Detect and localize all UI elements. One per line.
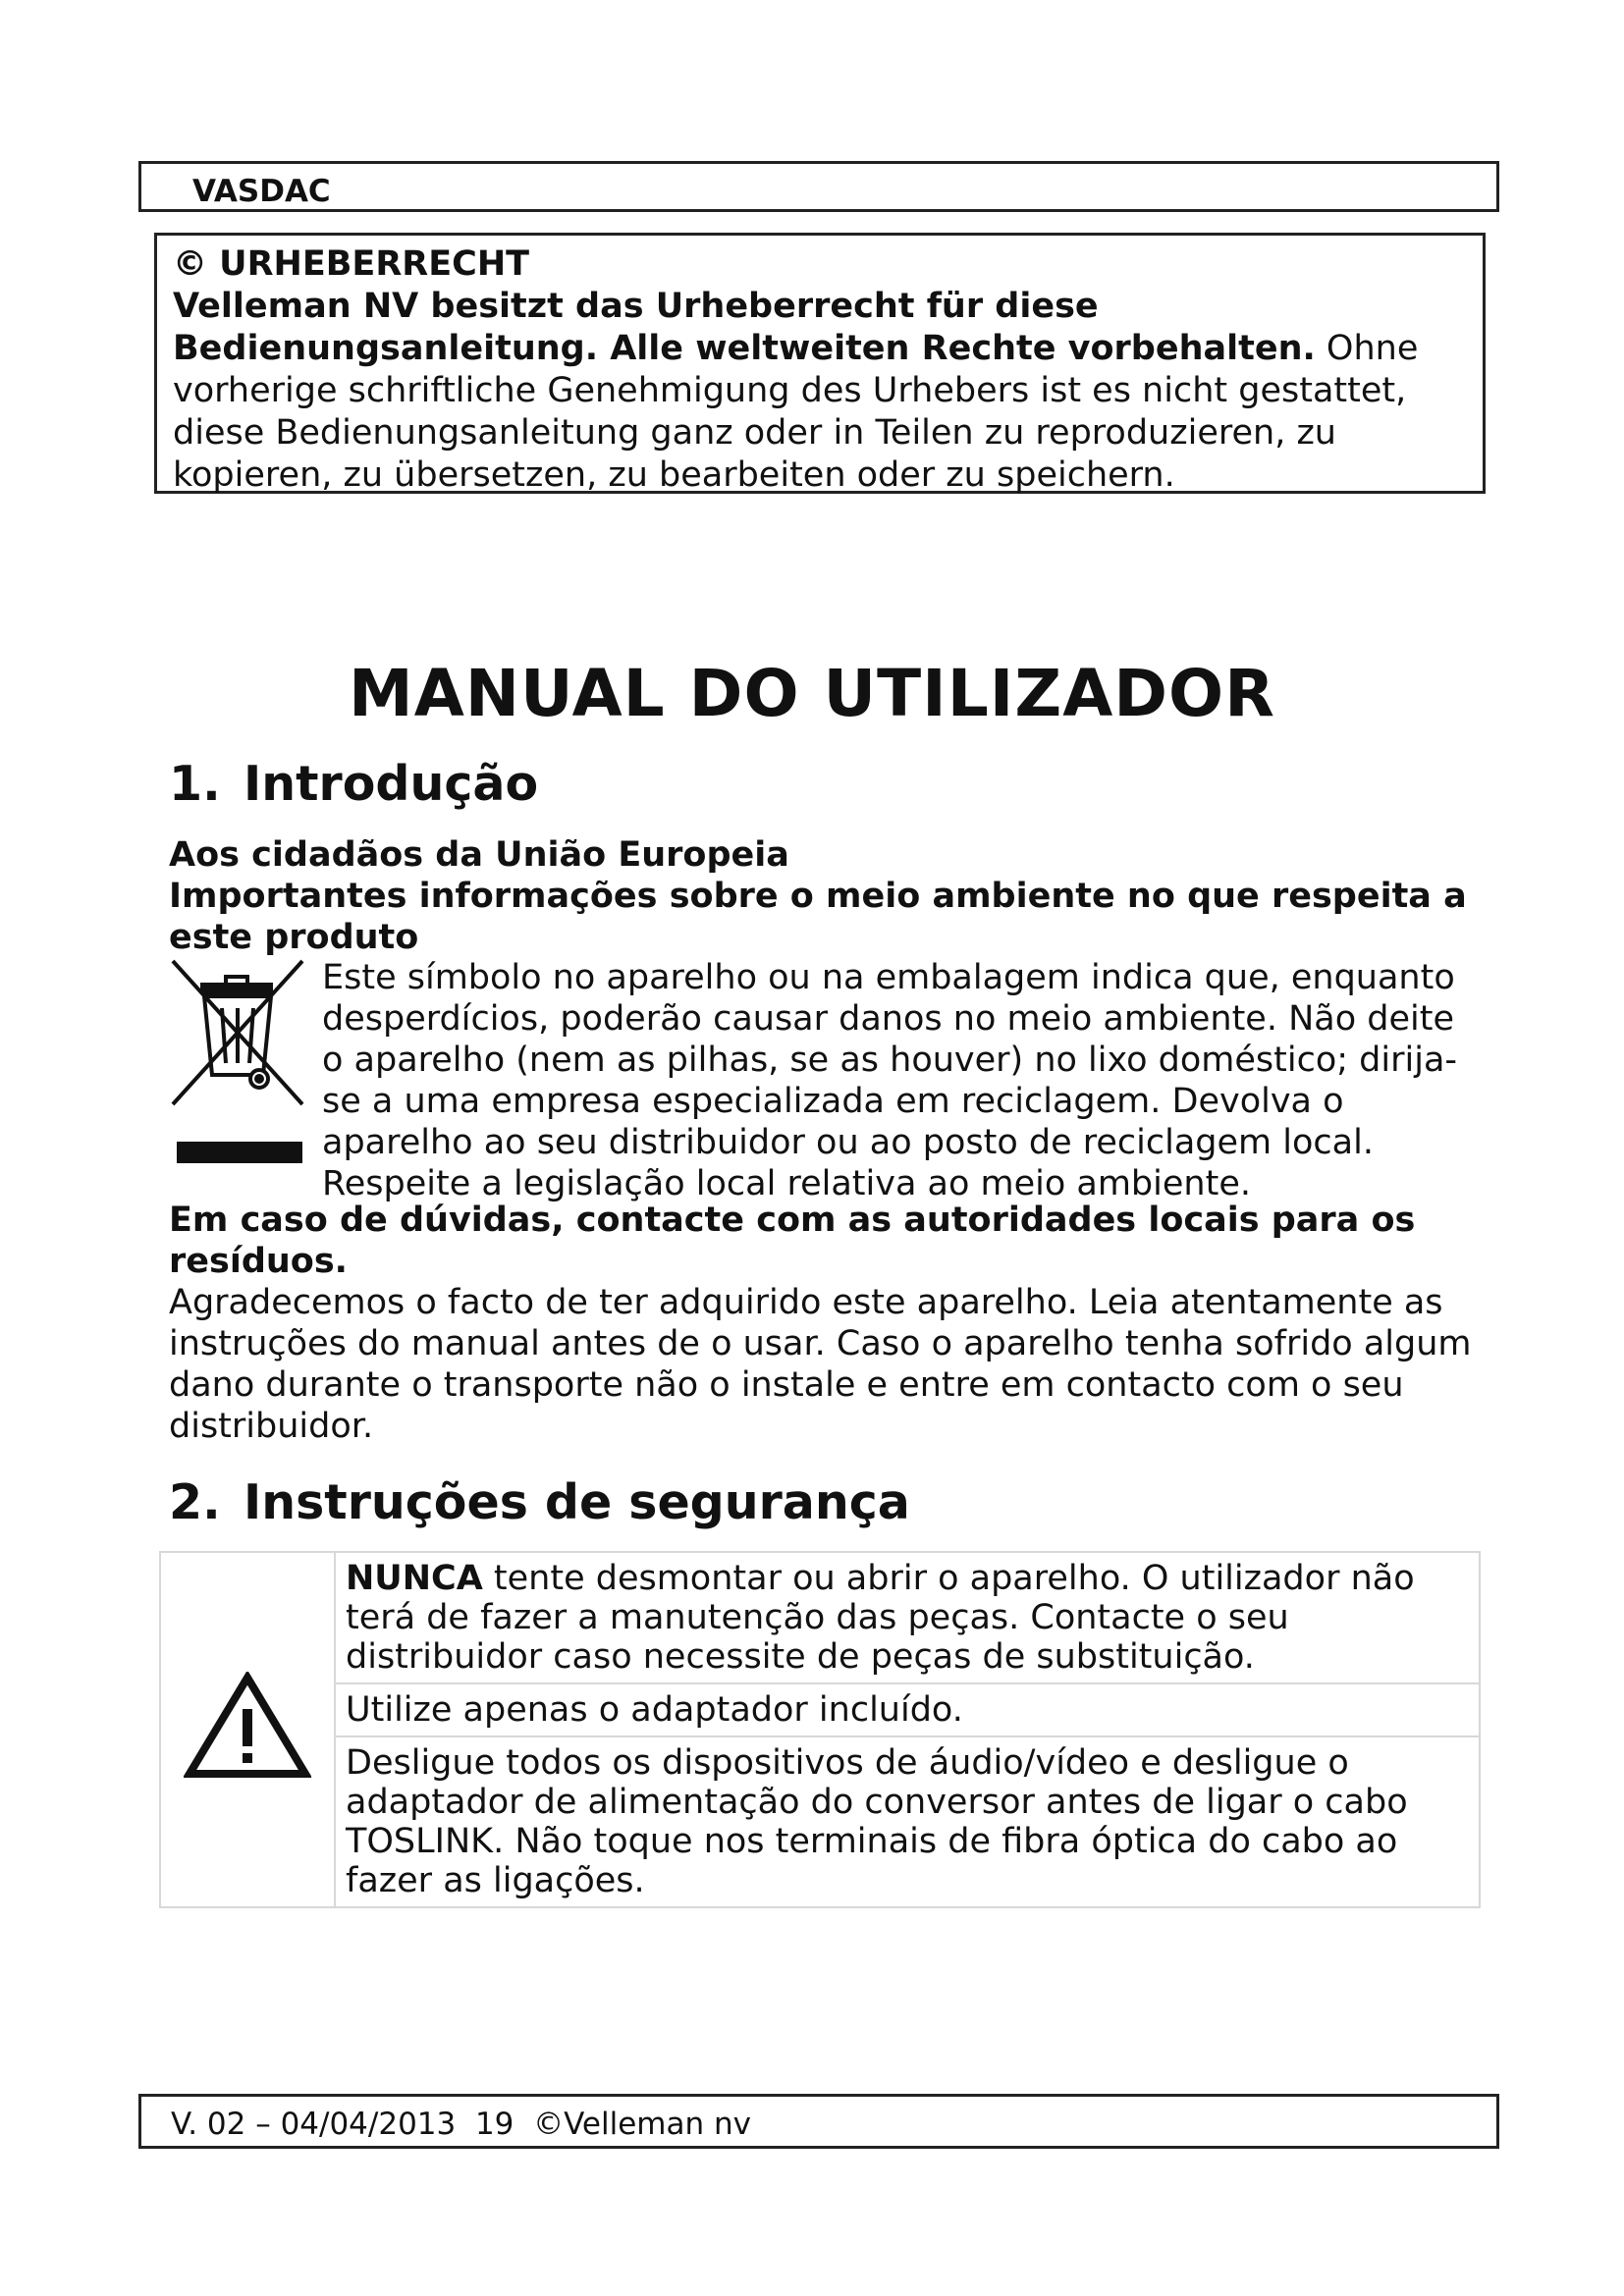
thanks-paragraph: Agradecemos o facto de ter adquirido este aparelho. Leia atentamente as instruções do manual antes de o usar. Caso o aparelho tenha sofrido algum dano durante o transporte não o instale e entre em contacto com o seu distribuidor. <box>169 1283 1472 1446</box>
section-1-heading <box>169 756 538 812</box>
never-label: NUNCA <box>346 1559 483 1598</box>
table-row <box>160 1552 1480 1683</box>
copyright-text: Ohne vorherige schriftliche Genehmigung des Urhebers ist es nicht gestattet, diese Bedienungsanleitung ganz oder in Teilen zu reproduzieren, zu kopieren, zu übersetzen, zu bearbeiten oder zu speichern. <box>173 329 1419 495</box>
section-2-heading <box>169 1474 910 1530</box>
doubts-note: Em caso de dúvidas, contacte com as autoridades locais para os resíduos. <box>169 1201 1416 1281</box>
copyright-body <box>173 286 1467 497</box>
copyright-title: © URHEBERRECHT <box>173 244 530 284</box>
eu-headings <box>169 834 1485 958</box>
environment-heading: Importantes informações sobre o meio ambiente no que respeita a este produto <box>169 877 1467 957</box>
warning-cell <box>160 1552 335 1907</box>
safety-row-1 <box>335 1552 1480 1683</box>
section-1-title: Introdução <box>244 756 539 812</box>
safety-text-1: tente desmontar ou abrir o aparelho. O utilizador não terá de fazer a manutenção das peças. Contacte o seu distribuidor caso necessite de peças de substituição. <box>346 1559 1415 1677</box>
table-row <box>160 1683 1480 1736</box>
safety-row-2 <box>335 1683 1480 1736</box>
copyright-bold-text: Velleman NV besitzt das Urheberrecht für diese Bedienungsanleitung. Alle weltweiten Rechte vorbehalten. <box>173 287 1316 368</box>
table-row <box>160 1736 1480 1907</box>
section-2-number: 2. <box>169 1474 221 1530</box>
intro-body <box>169 1200 1485 1447</box>
header-label: VASDAC <box>192 174 331 209</box>
safety-row-3 <box>335 1736 1480 1907</box>
eu-citizens-heading: Aos cidadãos da União Europeia <box>169 835 789 875</box>
weee-text: Este símbolo no aparelho ou na embalagem indica que, enquanto desperdícios, poderão causar danos no meio ambiente. Não deite o aparelho (nem as pilhas, se as houver) no lixo doméstico; dirija-se a uma empresa especializada em reciclagem. Devolva o aparelho ao seu distribuidor ou ao posto de reciclagem local. Respeite a legislação local relativa ao meio ambiente. <box>322 958 1458 1203</box>
section-2-title: Instruções de segurança <box>244 1474 910 1530</box>
footer-text: V. 02 – 04/04/2013 19 ©Velleman nv <box>171 2107 751 2142</box>
copyright-notice <box>154 233 1486 494</box>
weee-bin-icon <box>165 957 312 1173</box>
safety-text-2: Utilize apenas o adaptador incluído. <box>346 1690 963 1730</box>
page-title: MANUAL DO UTILIZADOR <box>349 656 1275 731</box>
page-footer <box>138 2094 1499 2149</box>
warning-icon <box>184 1672 311 1780</box>
safety-text-3: Desligue todos os dispositivos de áudio/vídeo e desligue o adaptador de alimentação do conversor antes de ligar o cabo TOSLINK. Não toque nos terminais de fibra óptica do cabo ao fazer as ligações. <box>346 1743 1408 1900</box>
safety-table <box>159 1551 1481 1908</box>
section-1-number: 1. <box>169 756 221 812</box>
page-header <box>138 161 1499 212</box>
